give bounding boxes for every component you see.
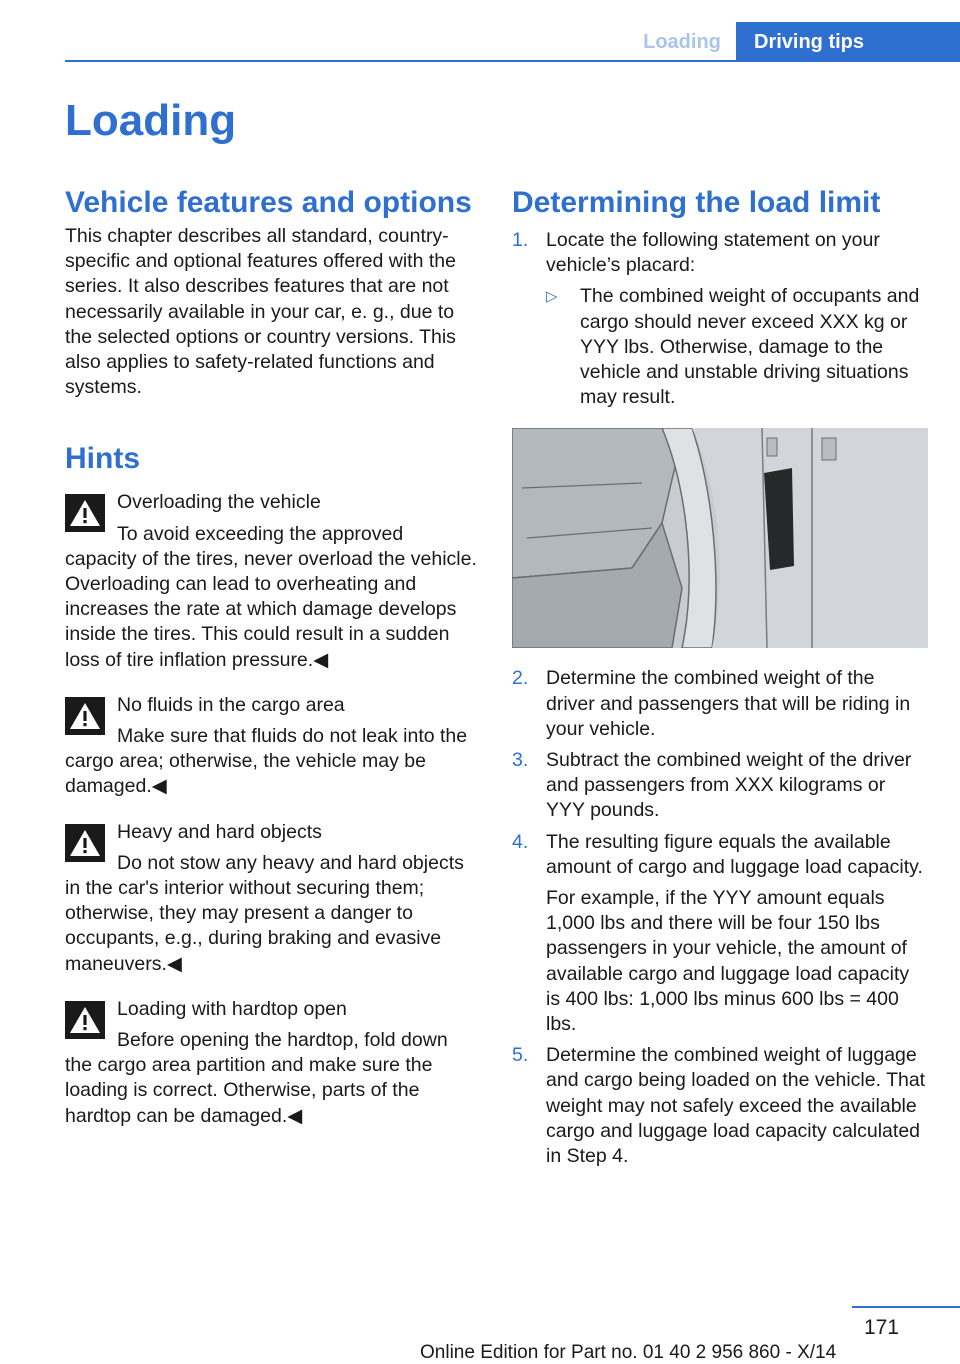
- right-column: [512, 182, 927, 1169]
- placard-statement: [546, 284, 927, 410]
- header-section-loading[interactable]: Loading: [643, 31, 721, 53]
- warning-triangle-icon: [65, 494, 105, 532]
- step-number: 1.: [512, 229, 529, 251]
- footer-rule: [852, 1306, 960, 1308]
- load-limit-heading: Determining the load limit: [512, 186, 881, 219]
- header-chapter-driving-tips[interactable]: Driving tips: [736, 22, 960, 62]
- step-text: The resulting figure equals the available amount of cargo and luggage load capacity.: [546, 830, 923, 878]
- features-text: This chapter describes all standard, country-specific and optional features offered with the series. It also describes features that are not necessarily available in your car, e. g., due to the selected options or country versions. This also applies to safety-related functions and systems.: [65, 225, 456, 399]
- step-text: Determine the combined weight of luggage and cargo being loaded on the vehicle. That weight may not safely exceed the available cargo and luggage load capacity calculated in Step 4.: [546, 1044, 926, 1168]
- warning-title: Overloading the vehicle: [117, 491, 321, 514]
- step-number: 3.: [512, 749, 529, 772]
- step-text: Determine the combined weight of the driver and passengers that will be riding in your vehicle.: [546, 667, 911, 740]
- features-heading: Vehicle features and options: [65, 186, 472, 219]
- step-5: [512, 1043, 927, 1169]
- hints-heading: Hints: [65, 442, 140, 476]
- triangle-bullet-icon: ▷: [546, 288, 558, 306]
- warning-text: To avoid exceeding the approved capacity of the tires, never overload the vehicle. Overloading can lead to overheating and increases the rate at which damage develops inside the tires. This could result in a sudden loss of tire inflation pressure.◀: [65, 522, 477, 671]
- step-number: 2.: [512, 667, 529, 690]
- edition-note: Online Edition for Part no. 01 40 2 956 860 - X/14: [420, 1342, 837, 1363]
- bullet-text: The combined weight of occupants and cargo should never exceed XXX kg or YYY lbs. Otherwise, damage to the vehicle and unstable driving situations may result.: [580, 285, 920, 409]
- warning-triangle-icon: [65, 697, 105, 735]
- warning-text: Do not stow any heavy and hard objects in the car's interior without securing them; otherwise, they may present a danger to occupants, e.g., during braking and evasive maneuvers.◀: [65, 851, 464, 975]
- step-number: 4.: [512, 830, 529, 853]
- step-1: [512, 228, 927, 410]
- step-3: [512, 748, 927, 824]
- warning-triangle-icon: [65, 1001, 105, 1039]
- left-column: [65, 182, 480, 1129]
- page-title: Loading: [65, 96, 237, 145]
- warning-triangle-icon: [65, 824, 105, 862]
- placard-location-image: [512, 428, 928, 648]
- warning-title: Heavy and hard objects: [117, 820, 322, 843]
- step-text: Locate the following statement on your vehicle’s placard:: [546, 229, 880, 277]
- step-number: 5.: [512, 1044, 529, 1067]
- warning-text: Make sure that fluids do not leak into the cargo area; otherwise, the vehicle may be damaged.◀: [65, 725, 468, 798]
- warning-hardtop: [65, 997, 480, 1129]
- warning-no-fluids: [65, 693, 480, 800]
- warning-text: Before opening the hardtop, fold down the cargo area partition and make sure the loading is correct. Otherwise, parts of the hardtop can be damaged.◀: [65, 1029, 448, 1127]
- warning-title: No fluids in the cargo area: [117, 693, 345, 716]
- step-4: [512, 830, 927, 1038]
- page-number: 171: [863, 1316, 899, 1339]
- warning-heavy-objects: [65, 820, 480, 977]
- warning-overloading: [65, 490, 480, 672]
- step-text: Subtract the combined weight of the driver and passengers from XXX kilograms or YYY pounds.: [546, 749, 912, 822]
- step-2: [512, 666, 927, 742]
- warning-title: Loading with hardtop open: [117, 997, 347, 1020]
- step-example: For example, if the YYY amount equals 1,000 lbs and there will be four 150 lbs passengers in your vehicle, the amount of available cargo and luggage load capacity is 400 lbs: 1,000 lbs minus 600 lbs = 400 lbs.: [546, 887, 910, 1036]
